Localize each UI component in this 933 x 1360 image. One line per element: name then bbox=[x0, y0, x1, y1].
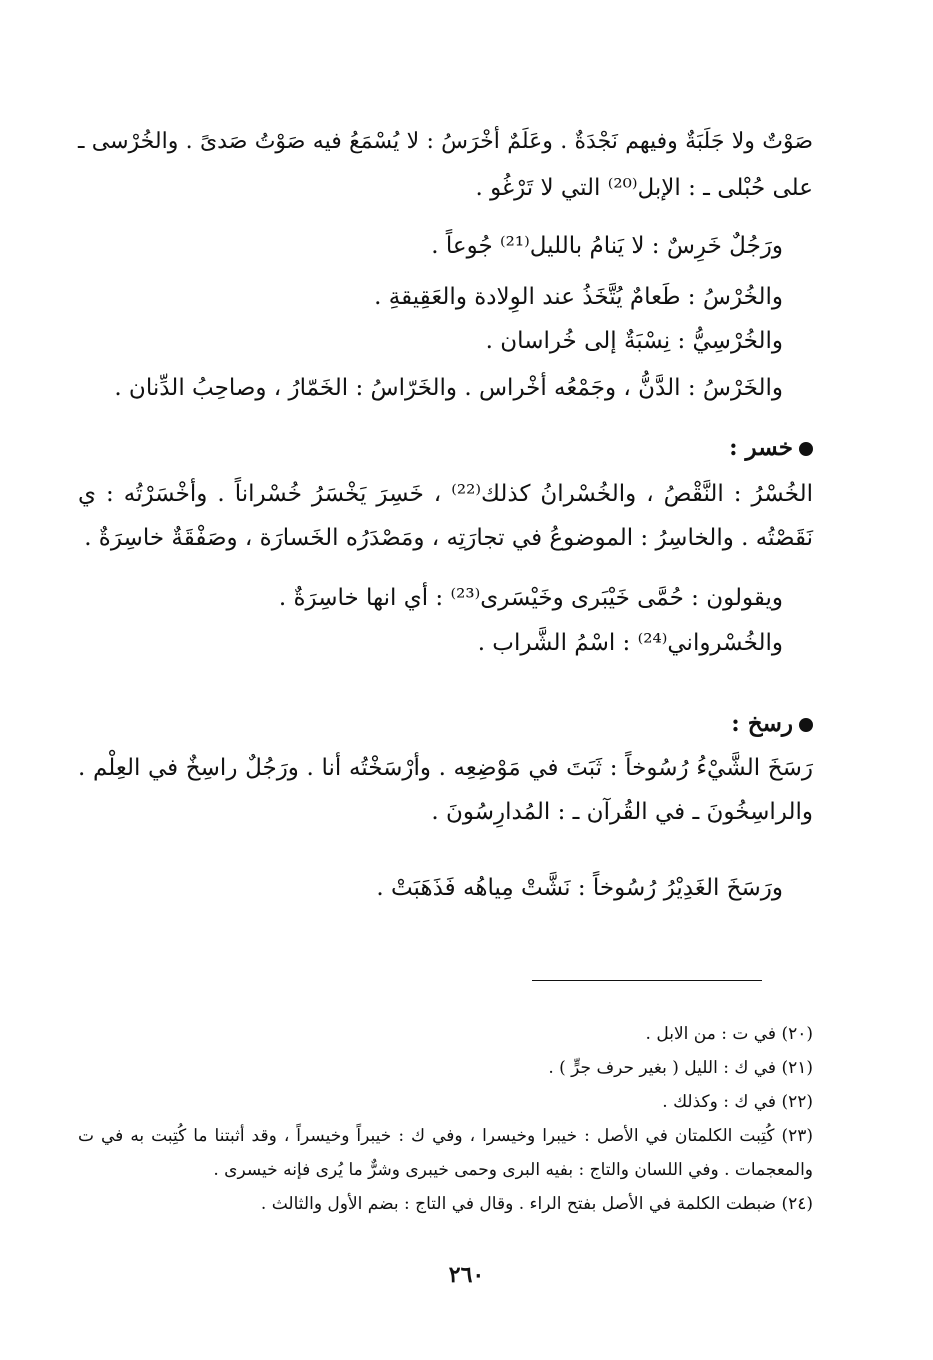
footnote-24: (٢٤) ضبطت الكلمة في الأصل بفتح الراء . وقال في التاج : بضم الأول والثالث . bbox=[260, 1194, 813, 1214]
body-line-11: رَسَخَ الشَّيْءُ رُسُوخاً : ثَبَتَ في مَوْضِعِه . وأرْسَخْتُه أنا . ورَجُلٌ راسِخٌ في العِلْم . bbox=[78, 755, 813, 781]
body-line-9: ويقولون : حُمَّى خَيْبَرى وخَيْسَرى⁽²³⁾ : أي انها خاسِرَةٌ . bbox=[278, 585, 783, 611]
body-line-3: ورَجُلٌ خَرِسٌ : لا يَنامُ بالليل⁽²¹⁾ جُوعاً . bbox=[431, 233, 783, 259]
footnote-20: (٢٠) في ت : من الابل . bbox=[645, 1024, 813, 1044]
page-number: ٢٦٠ bbox=[448, 1262, 485, 1288]
footnote-21: (٢١) في ك : الليل ( بغير حرف جرٍّ ) . bbox=[548, 1058, 813, 1078]
bullet-icon bbox=[799, 442, 813, 456]
footnote-23-continued: والمعجمات . وفي اللسان والتاج : بفيه البرى وحمى خيبرى وشرٌّ ما يُرى فإنه خيسرى . bbox=[213, 1160, 813, 1180]
entry-heading-rskh bbox=[731, 708, 813, 740]
footnote-separator bbox=[532, 980, 762, 981]
footnote-23: (٢٣) كُتِبت الكلمتان في الأصل : خيبرا وخيسرا ، وفي ك : خيبراً وخيسراً ، وقد أثبتنا ما كُتِبت به في ت bbox=[78, 1126, 813, 1146]
entry-heading-khsr bbox=[729, 432, 813, 464]
body-line-2: على حُبْلى ـ : الإبل⁽²⁰⁾ التي لا تَرْغُو . bbox=[475, 175, 813, 201]
entry-heading-rskh-label: رسخ : bbox=[731, 710, 793, 737]
bullet-icon bbox=[799, 718, 813, 732]
body-line-4: والخُرْسُ : طَعامٌ يُتَّخَذُ عند الوِلادة والعَقِيقةِ . bbox=[374, 284, 783, 310]
body-line-7: الخُسْرُ : النَّقْصُ ، والخُسْرانُ كذلك⁽²²⁾ ، خَسِرَ يَخْسَرُ خُسْراناً . وأخْسَرْتُه : ي bbox=[78, 481, 813, 507]
body-line-1: صَوْتٌ ولا جَلَبَةٌ وفيهم نَجْدَةٌ . وعَلَمٌ أخْرَسُ : لا يُسْمَعُ فيه صَوْتُ صَدىً . والخُرْسى ـ bbox=[78, 129, 813, 154]
footnote-22: (٢٢) في ك : وكذلك . bbox=[662, 1092, 813, 1112]
body-line-10: والخُسْرواني⁽²⁴⁾ : اسْمُ الشَّراب . bbox=[477, 630, 783, 656]
body-line-12: والراسِخُونَ ـ في القُرآن ـ : المُدارِسُونَ . bbox=[431, 799, 813, 825]
entry-heading-khsr-label: خسر : bbox=[729, 434, 793, 461]
body-line-8: نَقَصْتُه . والخاسِرُ : الموضوعُ في تجارَتِه ، ومَصْدَرُه الخَسارَة ، وصَفْقَةٌ خاسِرَةٌ . bbox=[84, 525, 813, 551]
body-line-5: والخُرْسِيُّ : نِسْبَةٌ إلى خُراسان . bbox=[485, 328, 783, 354]
body-line-13: ورَسَخَ الغَدِيْرُ رُسُوخاً : نَشَّتْ مِياهُه فَذَهَبَتْ . bbox=[376, 875, 783, 901]
body-line-6: والخَرْسُ : الدَّنُّ ، وجَمْعُه أخْراس . والخَرّاسُ : الخَمّارُ ، وصاحِبُ الدِّنان . bbox=[114, 375, 783, 401]
